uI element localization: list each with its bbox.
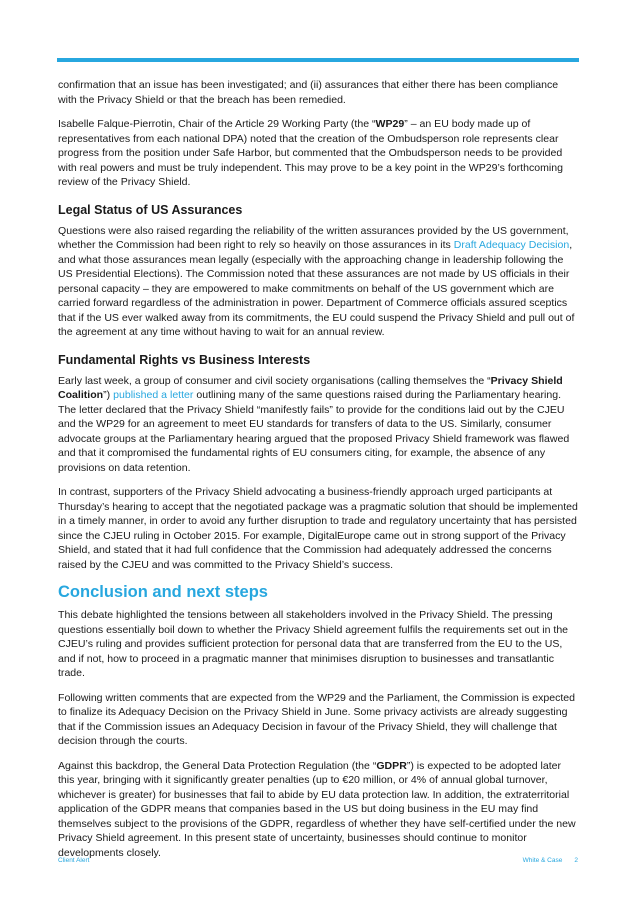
paragraph-6: This debate highlighted the tensions between all stakeholders involved in the Privacy Shield. The pressing questions essentially boil down to whether the Privacy Shield agreement fulfils the requirements set out in the CJEU’s ruling and provides sufficient protection for personal data that are transferred from the EU to the US, and if not, how to proceed in a pragmatic manner that minimises disruption to businesses and transatlantic trade.	[58, 609, 569, 679]
paragraph-7: Following written comments that are expected from the WP29 and the Parliament, the Commission is expected to finalize its Adequacy Decision on the Privacy Shield in June. Some privacy activists are already suggesting that if the Commission issues an Adequacy Decision in favour of the Privacy Shield, they will challenge that decision through the courts.	[58, 691, 576, 747]
defined-term-gdpr: GDPR	[376, 759, 407, 772]
text-run: ” – an EU body made up of representatives from each national DPA) noted that the creation of the Ombudsperson role represents clear progress from the position under Safe Harbor, but commented that the Ombudsperson needs to be provided with real powers and must be truly independent. This may prove to be a key point in the WP29’s forthcoming review of the Privacy Shield.	[58, 118, 563, 188]
text-run: Questions were also raised regarding the reliability of the written assurances provided by the US government, whether the Commission had been right to rely so heavily on those assurances in its	[58, 224, 569, 251]
heading-conclusion: Conclusion and next steps	[58, 583, 268, 601]
footer-client-alert: Client Alert	[58, 857, 90, 864]
page-number: 2	[574, 857, 578, 864]
document-body	[58, 78, 579, 870]
defined-term-coalition: Privacy Shield Coalition	[58, 374, 563, 401]
heading-legal-status: Legal Status of US Assurances	[58, 202, 243, 217]
paragraph-4	[58, 374, 579, 476]
paragraph-1: confirmation that an issue has been investigated; and (ii) assurances that either there has been compliance with the Privacy Shield or that the breach has been remedied.	[58, 79, 559, 106]
text-run: ”) is expected to be adopted later this year, bringing with it significantly greater penalties (up to €20 million, or 4% of annual global turnover, whichever is greater) for businesses that fail to abide by EU data protection law. In addition, the extraterritorial application of the GDPR means that companies based in the US but doing business in the EU may find themselves subject to the provisions of the GDPR, regardless of whether they have self-certified under the new Privacy Shield agreement. In this present state of uncertainty, businesses should continue to monitor developments closely.	[58, 759, 576, 859]
draft-adequacy-decision-link[interactable]: Draft Adequacy Decision	[453, 239, 570, 251]
text-run: Isabelle Falque-Pierrotin, Chair of the Article 29 Working Party (the “	[58, 118, 376, 130]
published-letter-link[interactable]: published a letter	[113, 389, 194, 401]
paragraph-2	[58, 117, 579, 190]
header-rule	[57, 58, 579, 62]
footer-firm-name: White & Case	[522, 857, 563, 864]
text-run: Against this backdrop, the General Data Protection Regulation (the “	[58, 759, 377, 772]
text-run: Early last week, a group of consumer and civil society organisations (calling themselves the “	[58, 374, 491, 387]
text-run: , and what those assurances mean legally (especially with the approaching change in leadership following the US Presidential Elections). The Commission noted that these assurances are not made by US officials in their personal capacity – they are empowered to make commitments on behalf of the US government which are carried forward regardless of the administration in power. Department of Commerce officials assured sceptics that if the US ever walked away from its commitments, the EU could suspend the Privacy Shield and pull out of the agreement at any time without having to wait for an annual review.	[58, 239, 575, 338]
paragraph-3	[58, 224, 579, 340]
heading-fundamental-rights: Fundamental Rights vs Business Interests	[58, 352, 311, 367]
footer-right	[523, 857, 578, 864]
paragraph-5: In contrast, supporters of the Privacy Shield advocating a business-friendly approach urged participants at Thursday’s hearing to accept that the negotiated package was a pragmatic solution that should be implemented in a timely manner, in order to avoid any further disruption to trade and regulatory uncertainty that has persisted since the CJEU ruling in October 2015. For example, DigitalEurope came out in strong support of the Privacy Shield, and stated that it had full confidence that the Commission had adequately addressed the concerns raised by the CJEU and was committed to the Privacy Shield’s success.	[58, 486, 578, 571]
paragraph-8	[58, 759, 579, 861]
text-run: outlining many of the same questions raised during the Parliamentary hearing. The letter declared that the Privacy Shield “manifestly fails” to provide for the conditions laid out by the CJEU and the WP29 for an agreement to meet EU standards for transfers of data to the US. Similarly, consumer advocate groups at the Parliamentary hearing argued that the proposed Privacy Shield framework was flawed and that it compromised the fundamental rights of EU consumers citing, for example, the absence of any provisions on data retention.	[58, 389, 570, 474]
defined-term-wp29: WP29	[375, 118, 405, 130]
text-run: ”)	[103, 389, 114, 401]
